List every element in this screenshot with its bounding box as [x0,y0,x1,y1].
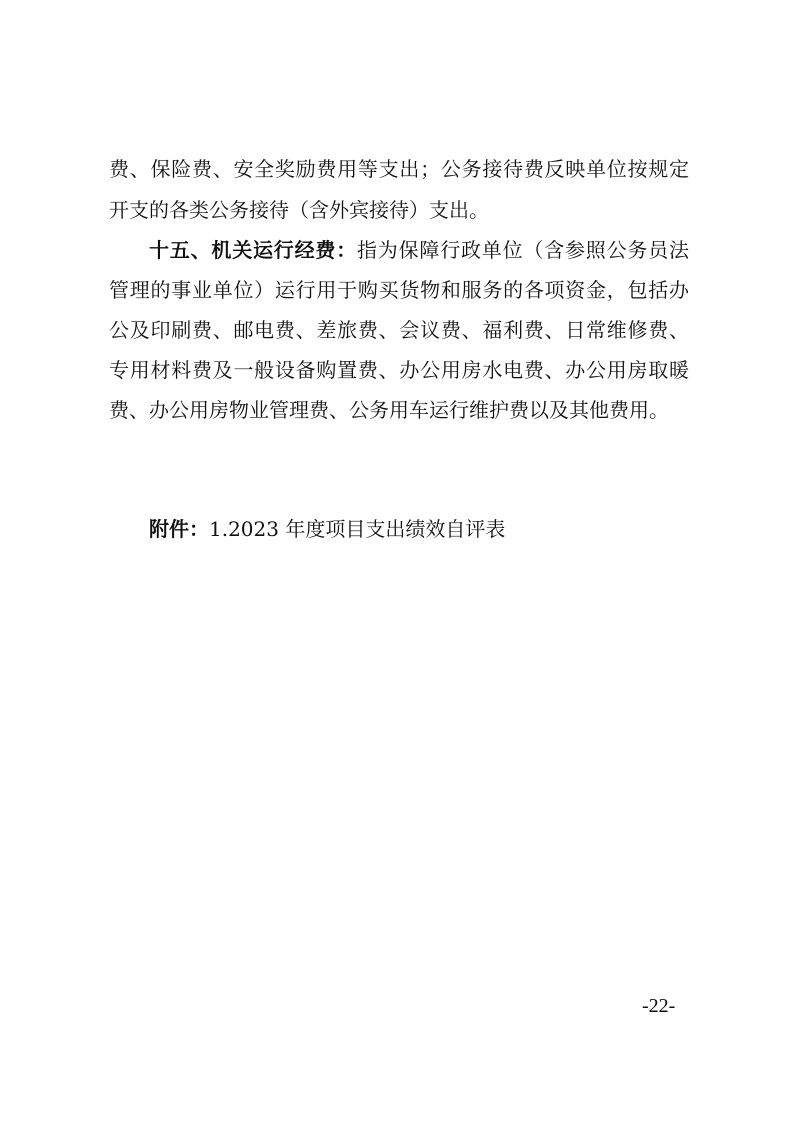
paragraph-line: 费、办公用房物业管理费、公务用车运行维护费以及其他费用。 [109,398,669,422]
paragraph-line: 开支的各类公务接待（含外宾接待）支出。 [109,198,489,222]
section-heading: 十五、机关运行经费： [149,238,357,262]
attachment-line [149,515,505,543]
paragraph-first-line [149,236,689,264]
paragraph-line: 公及印刷费、邮电费、差旅费、会议费、福利费、日常维修费、 [109,318,689,342]
paragraph-text: 指为保障行政单位（含参照公务员法 [357,238,689,262]
paragraph-line: 费、保险费、安全奖励费用等支出；公务接待费反映单位按规定 [109,157,689,181]
page-number: -22- [642,995,676,1017]
paragraph-line: 专用材料费及一般设备购置费、办公用房水电费、办公用房取暖 [109,358,689,382]
paragraph-line: 管理的事业单位）运行用于购买货物和服务的各项资金，包括办 [109,278,689,302]
attachment-label: 附件： [149,517,209,541]
attachment-text: 1.2023 年度项目支出绩效自评表 [209,517,506,541]
